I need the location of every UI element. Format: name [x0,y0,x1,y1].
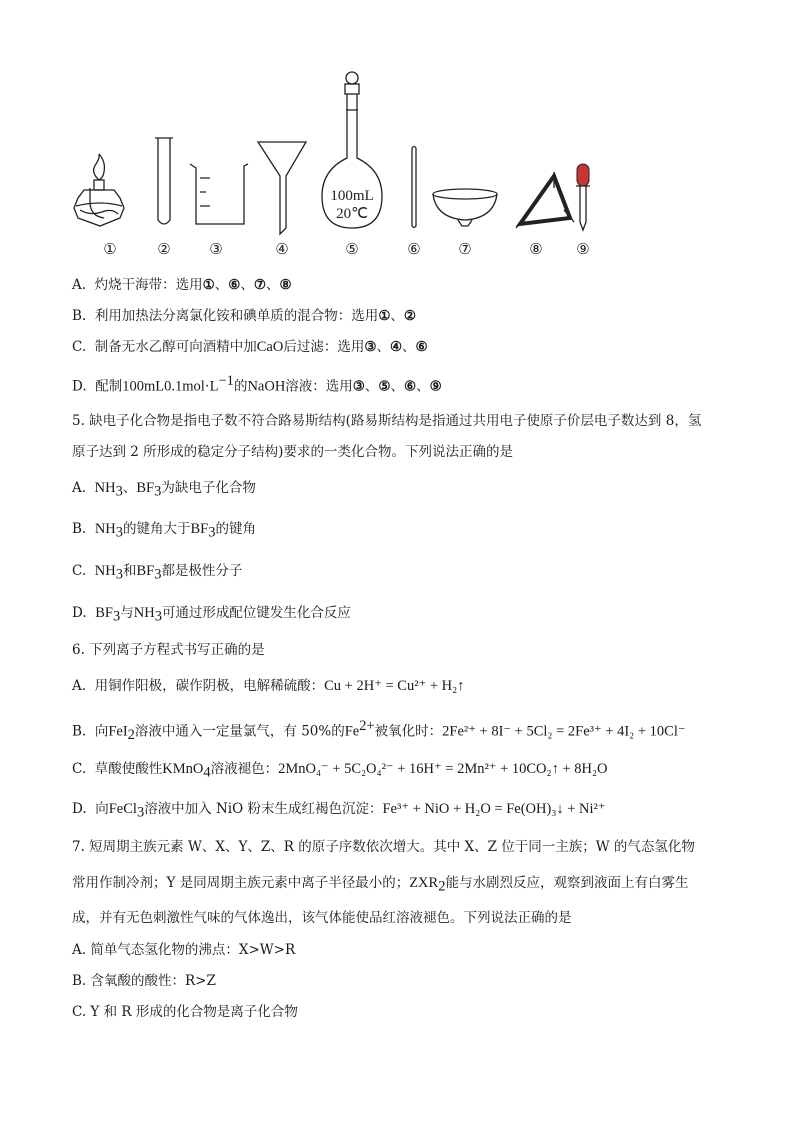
label-2: ② [157,240,171,258]
funnel-icon [258,142,306,234]
label-8: ⑧ [529,240,543,258]
q4-option-d: D. 配制$100mL0.1mol\cdot L^{-1}$的NaOH溶液：选用③、⑤、⑥、⑨ [72,373,442,395]
label-5: ⑤ [345,240,359,258]
q5-option-b: B. $NH_3$的键角大于$BF_3$的键角 [72,521,257,541]
alcohol-lamp-icon [74,154,124,226]
q6-option-c: C. 草酸使酸性KMnO$_4$溶液褪色：2MnO₄⁻ + 5C₂O₄²⁻ + 16H⁺ = 2Mn²⁺ + 10CO₂↑ + 8H₂O [72,761,608,781]
q7-stem-line-1: 7. 短周期主族元素 W、X、Y、Z、R 的原子序数依次增大。其中 X、Z 位于同一主族；W 的气态氢化物 [72,839,695,855]
q7-option-c: C. Y 和 R 形成的化合物是离子化合物 [72,1004,298,1020]
label-7: ⑦ [458,240,472,258]
glass-rod-icon [412,147,416,228]
q5-option-a: A. $NH_3$、$BF_3$为缺电子化合物 [72,480,256,500]
volumetric-flask-icon [322,72,382,228]
clay-triangle-icon [516,172,574,228]
q5-stem-line-1: 5. 缺电子化合物是指电子数不符合路易斯结构(路易斯结构是指通过共用电子使原子价层电子数达到 8，氢 [72,413,702,429]
q5-option-d: D. $BF_3$与$NH_3$可通过形成配位键发生化合反应 [72,605,351,625]
q4-option-c: C. 制备无水乙醇可向酒精中加CaO后过滤：选用③、④、⑥ [72,339,428,355]
q7-option-a: A. 简单气态氢化物的沸点：X>W>R [72,942,296,958]
q7-stem-line-3: 成，并有无色刺激性气味的气体逸出，该气体能使品红溶液褪色。下列说法正确的是 [72,910,572,926]
q7-option-b: B. 含氧酸的酸性：R>Z [72,973,216,989]
q6-option-a: A. 用铜作阳极，碳作阴极，电解稀硫酸：Cu + 2H⁺ = Cu²⁺ + H₂↑ [72,678,465,694]
label-9: ⑨ [576,240,590,258]
q7-stem-line-2: 常用作制冷剂；Y 是同周期主族元素中离子半径最小的；$ZXR_2$能与水剧烈反应，观察到液面上有白雾生 [72,875,689,895]
q6-option-b: B. 向FeI$_2$溶液中通入一定量氯气，有 50%的$Fe^{2+}$被氧化时：2Fe²⁺ + 8I⁻ + 5Cl₂ = 2Fe³⁺ + 4I₂ + 10Cl⁻ [72,718,686,744]
q6-option-d: D. 向FeCl$_3$溶液中加入 NiO 粉末生成红褐色沉淀：Fe³⁺ + NiO + H₂O = Fe(OH)₃↓ + Ni²⁺ [72,801,606,821]
label-1: ① [103,240,117,258]
q6-stem: 6. 下列离子方程式书写正确的是 [72,642,265,658]
beaker-icon [190,164,248,224]
label-3: ③ [209,240,223,258]
dropper-icon [576,186,590,230]
test-tube-icon [155,138,173,224]
flask-volume-label: 100mL [330,188,374,204]
flask-temp-label: 20℃ [336,206,368,222]
label-4: ④ [275,240,289,258]
q4-option-b: B. 利用加热法分离氯化铵和碘单质的混合物：选用①、② [72,308,417,324]
q5-option-c: C. $NH_3$和$BF_3$都是极性分子 [72,563,243,583]
apparatus-figure [60,68,620,263]
evaporating-dish-icon [433,189,497,226]
q4-option-a: A. 灼烧干海带：选用①、⑥、⑦、⑧ [72,277,292,293]
label-6: ⑥ [407,240,421,258]
q5-stem-line-2: 原子达到 2 所形成的稳定分子结构)要求的一类化合物。下列说法正确的是 [72,444,513,460]
